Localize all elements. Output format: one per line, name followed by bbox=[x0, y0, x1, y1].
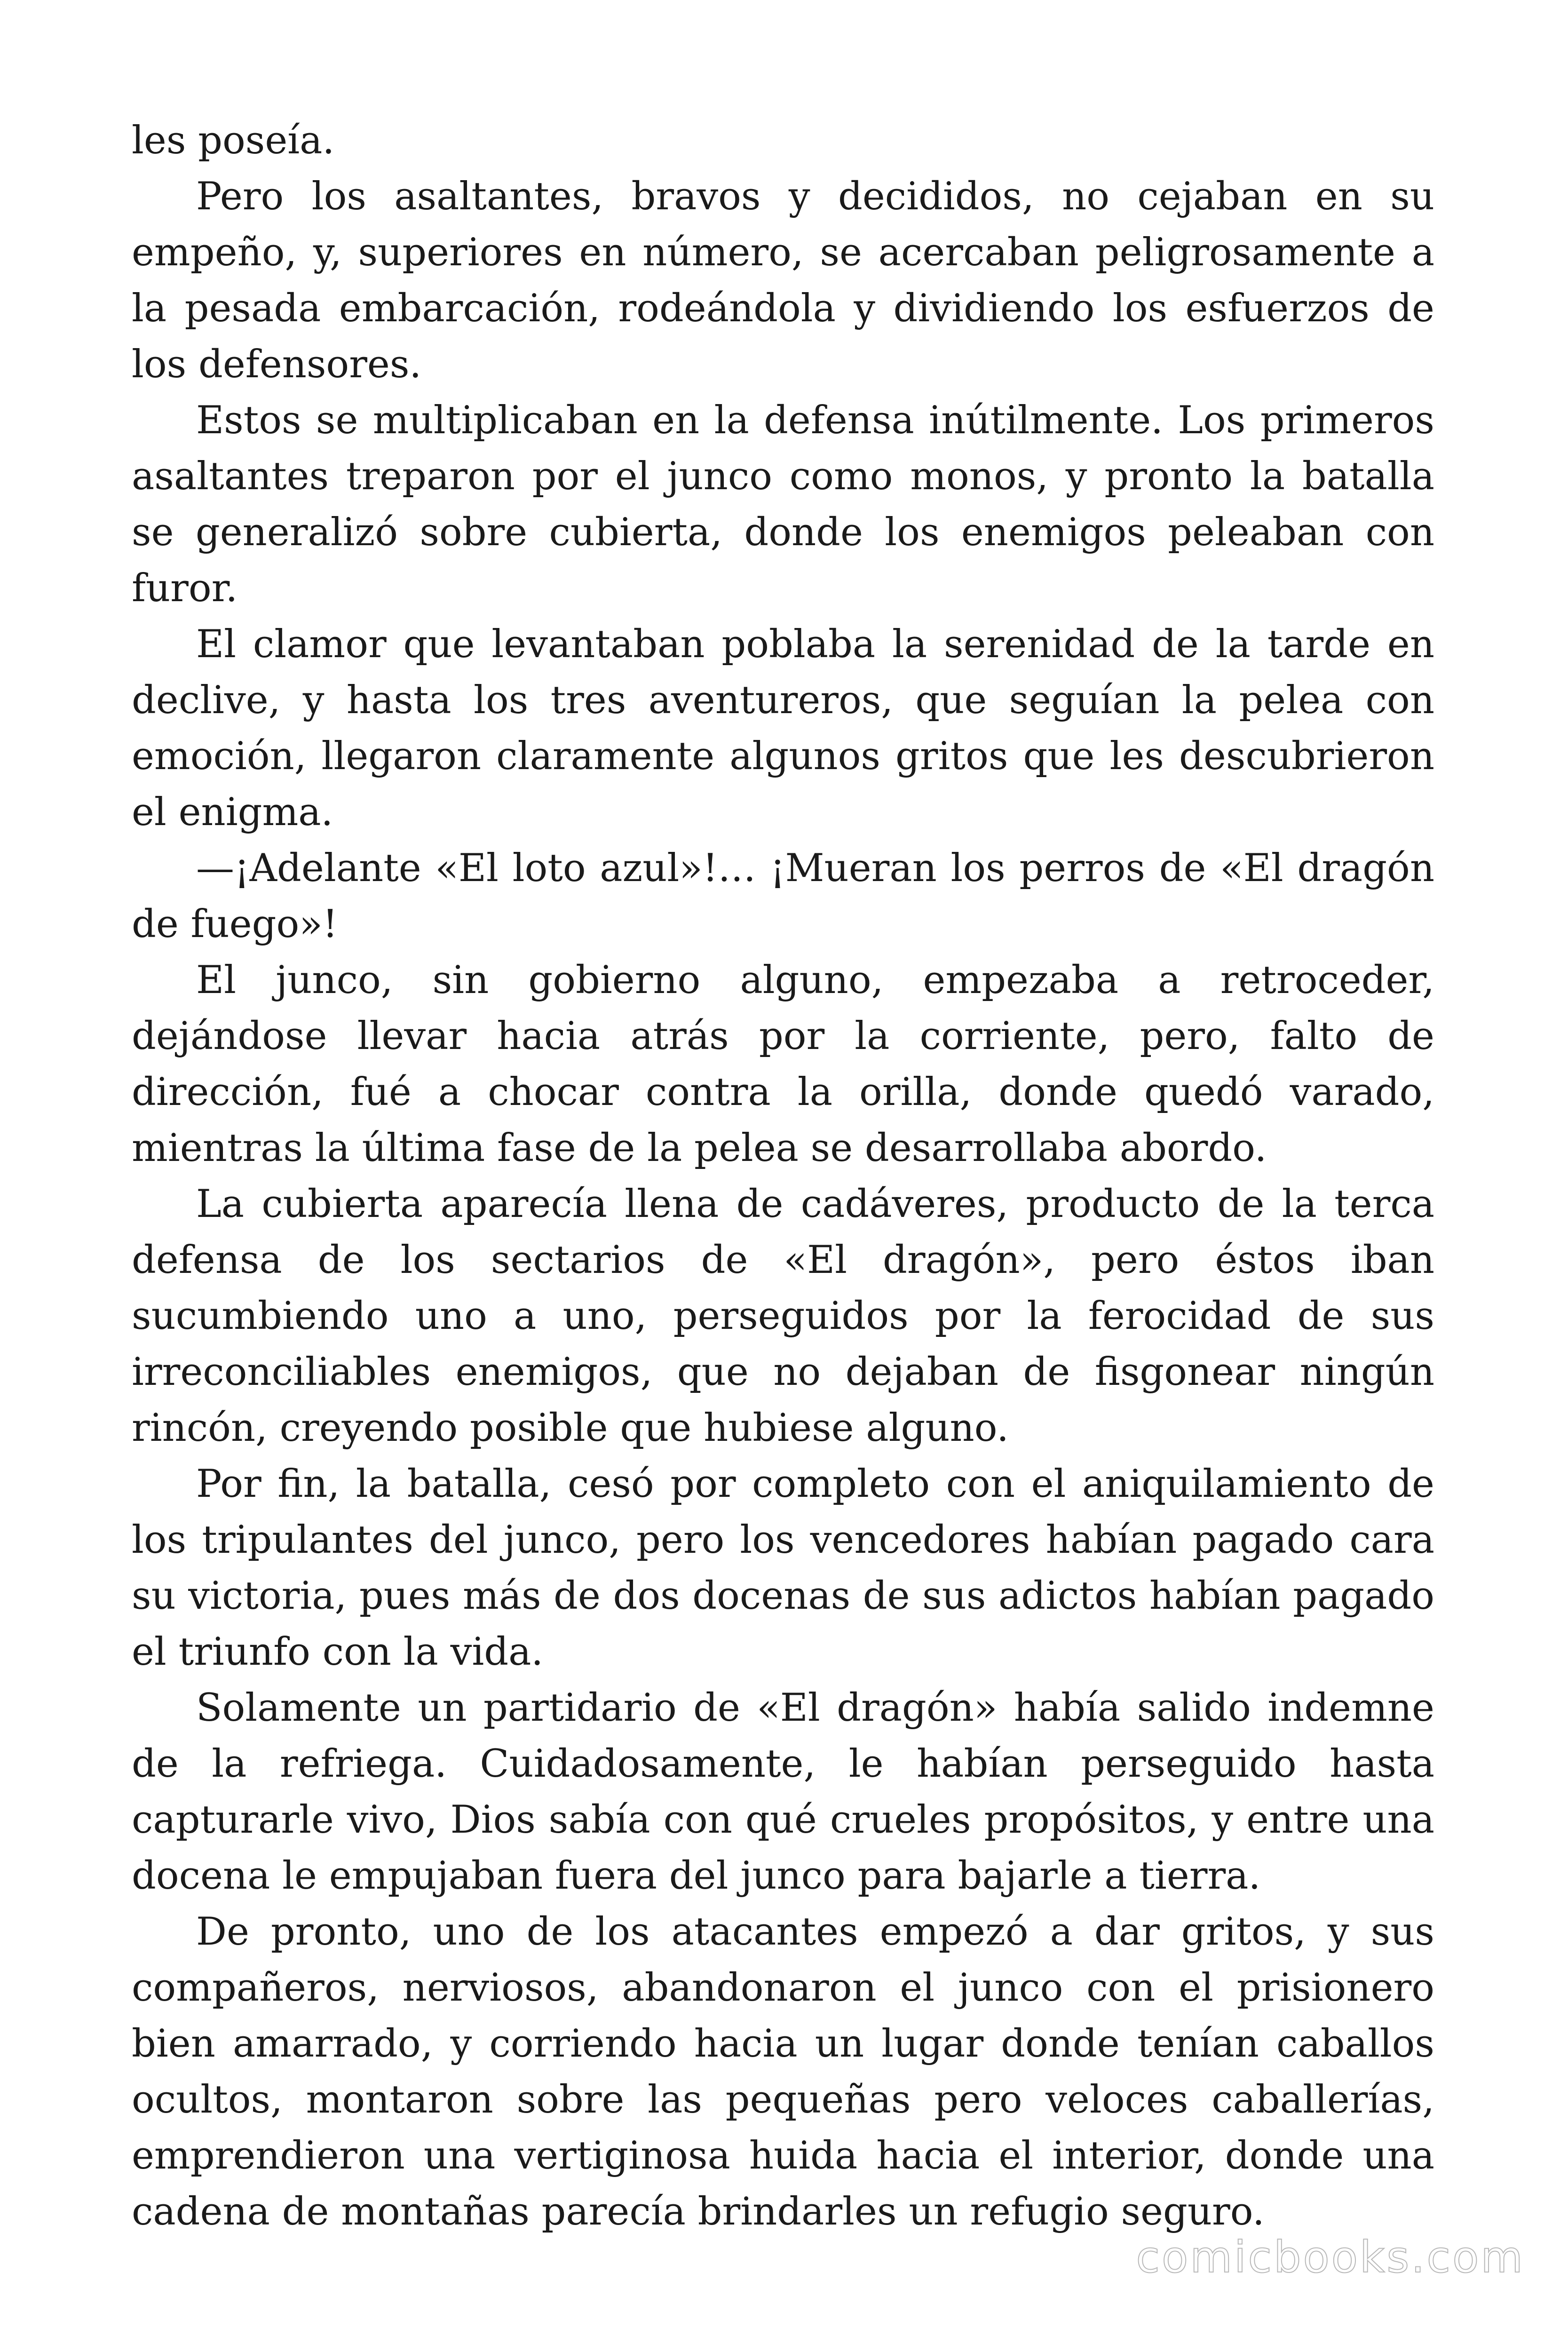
paragraph: Por fin, la batalla, cesó por completo con el aniquilamiento de los tripulantes del junco, pero los vencedores habían pagado cara su victoria, pues más de dos docenas de sus adictos habían pagado el triunfo con la vida. bbox=[132, 1462, 1434, 1674]
paragraph: El clamor que levantaban poblaba la serenidad de la tarde en declive, y hasta los tres aventureros, que seguían la pelea con emoción, llegaron claramente algunos gritos que les descubrieron el enigma. bbox=[132, 622, 1434, 834]
dialogue-paragraph: —¡Adelante «El loto azul»!… ¡Mueran los perros de «El dragón de fuego»! bbox=[132, 846, 1434, 946]
paragraph: Estos se multiplicaban en la defensa inútilmente. Los primeros asaltantes treparon por el junco como monos, y pronto la batalla se generalizó sobre cubierta, donde los enemigos peleaban con furor. bbox=[132, 398, 1434, 611]
paragraph: De pronto, uno de los atacantes empezó a dar gritos, y sus compañeros, nerviosos, abandonaron el junco con el prisionero bien amarrado, y corriendo hacia un lugar donde tenían caballos ocultos, montaron sobre las pequeñas pero veloces caballerías, emprendieron una vertiginosa huida hacia el interior, donde una cadena de montañas parecía brindarles un refugio seguro. bbox=[132, 1910, 1434, 2234]
paragraph: El junco, sin gobierno alguno, empezaba a retroceder, dejándose llevar hacia atrás por la corriente, pero, falto de dirección, fué a chocar contra la orilla, donde quedó varado, mientras la última fase de la pelea se desarrollaba abordo. bbox=[132, 958, 1434, 1170]
book-page-text bbox=[132, 113, 1434, 2240]
paragraph: Pero los asaltantes, bravos y decididos, no cejaban en su empeño, y, superiores en número, se acercaban peligrosamente a la pesada embarcación, rodeándola y dividiendo los esfuerzos de los defensores. bbox=[132, 175, 1434, 387]
paragraph: Solamente un partidario de «El dragón» había salido indemne de la refriega. Cuidadosamente, le habían perseguido hasta capturarle vivo, Dios sabía con qué crueles propósitos, y entre una docena le empujaban fuera del junco para bajarle a tierra. bbox=[132, 1686, 1434, 1898]
paragraph: La cubierta aparecía llena de cadáveres, producto de la terca defensa de los sectarios de «El dragón», pero éstos iban sucumbiendo uno a uno, perseguidos por la ferocidad de sus irreconciliables enemigos, que no dejaban de fisgonear ningún rincón, creyendo posible que hubiese alguno. bbox=[132, 1182, 1434, 1450]
paragraph-continuation: les poseía. bbox=[132, 119, 335, 163]
source-watermark: comicbooks.com bbox=[1136, 2232, 1525, 2282]
